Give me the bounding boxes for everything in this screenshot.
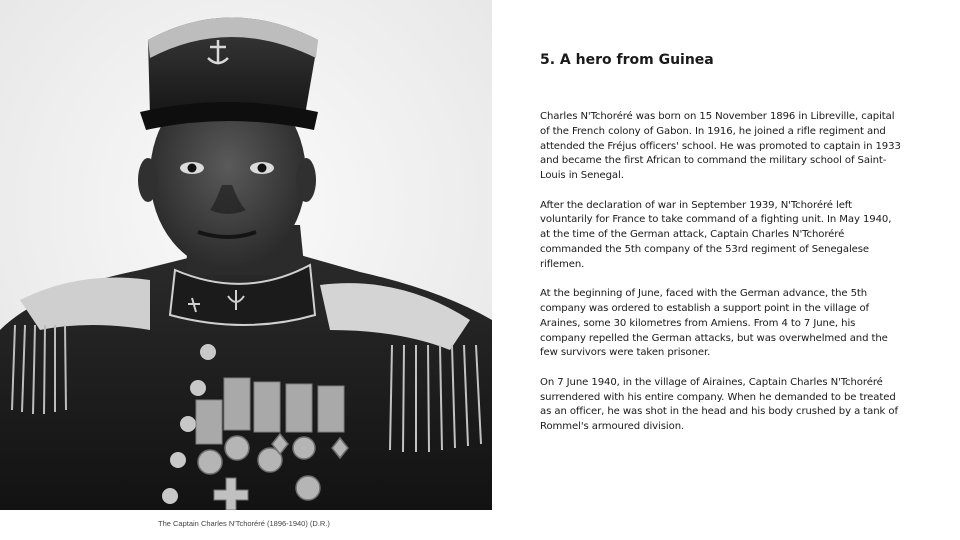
article-paragraph: Charles N'Tchoréré was born on 15 November 1896 in Libreville, capital of the French colony of Gabon. In 1916, he joined a rifle regiment and attended the Fréjus officers' school. He was promoted to captain in 1933 and became the first African to command the military school of Saint-Louis in Senegal. <box>540 111 901 182</box>
article-paragraph: On 7 June 1940, in the village of Airaines, Captain Charles N'Tchoréré surrendered with his entire company. When he demanded to be treated as an officer, he was shot in the head and his body crushed by a tank of Rommel's armoured division. <box>540 376 898 433</box>
article-paragraph: At the beginning of June, faced with the German advance, the 5th company was ordered to establish a support point in the village of Araines, some 30 kilometres from Amiens. From 4 to 7 June, his company repelled the German attacks, but was overwhelmed and the few survivors were taken prisoner. <box>540 288 888 359</box>
article <box>540 52 902 450</box>
portrait-photo <box>0 0 492 510</box>
page-title: 5. A hero from Guinea <box>540 52 714 68</box>
portrait-illustration <box>0 0 492 510</box>
photo-caption: The Captain Charles N'Tchoréré (1896-1940) (D.R.) <box>158 519 330 528</box>
article-paragraph: After the declaration of war in September 1939, N'Tchoréré left voluntarily for France to take command of a fighting unit. In May 1940, at the time of the German attack, Captain Charles N'Tchoréré commanded the 5th company of the 53rd regiment of Senegalese riflemen. <box>540 199 892 270</box>
